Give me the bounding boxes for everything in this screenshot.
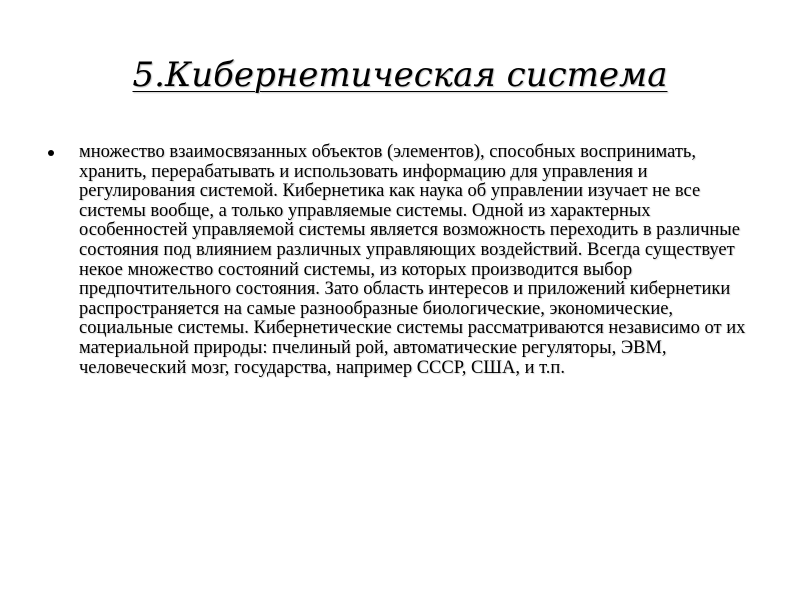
slide-title	[40, 52, 760, 98]
bullet-text: множество взаимосвязанных объектов (элементов), способных воспринимать, хранить, перерабатывать и использовать информацию для управления и регулирования системой. Кибернетика как наука об управлении изучает не все системы вообще, а только управляемые системы. Одной из характерных особенностей управляемой системы является возможность переходить в различные состояния под влиянием различных управляющих воздействий. Всегда существует некое множество состояний системы, из которых производится выбор предпочтительного состояния. Зато область интересов и приложений кибернетики распространяется на самые разнообразные биологические, экономические, социальные системы. Кибернетические системы рассматриваются независимо от их материальной природы: пчелиный рой, автоматические регуляторы, ЭВМ, человеческий мозг, государства, например СССР, США, и т.п.	[79, 142, 746, 378]
bullet-dot-icon	[48, 150, 54, 156]
bullet-list	[44, 143, 748, 378]
bullet-item	[44, 143, 748, 378]
slide-title-text: 5.Кибернетическая система	[132, 55, 668, 95]
